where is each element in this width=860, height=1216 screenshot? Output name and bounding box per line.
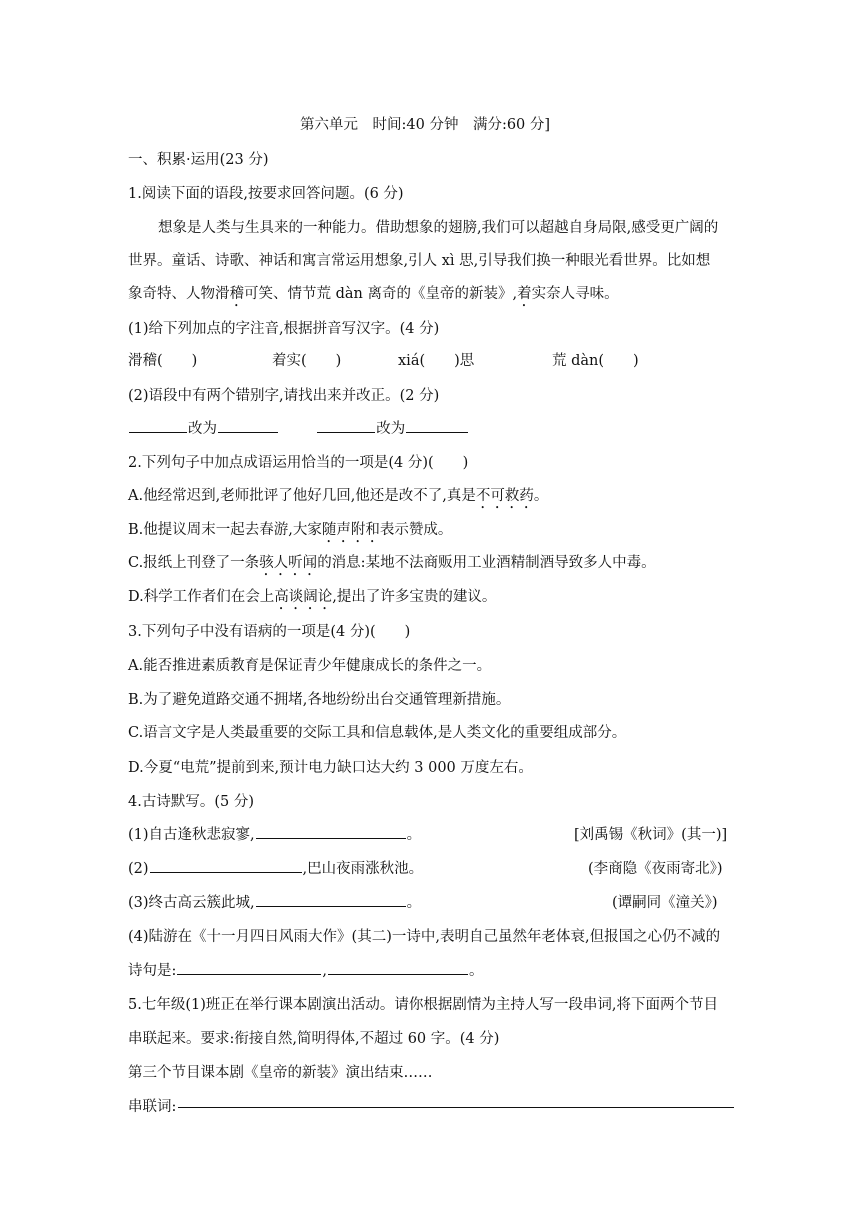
option-d[interactable]: D.今夏“电荒”提前到来,预计电力缺口达大约 3 000 万度左右。	[128, 760, 533, 776]
dotted-char: 着	[517, 286, 532, 302]
poem-item-4-answer[interactable]: 诗句是: , 。	[128, 959, 484, 980]
poem-item-3[interactable]: (3)终古高云簇此城, 。	[128, 891, 421, 912]
question-1-stem: 1.阅读下面的语段,按要求回答问题。(6 分)	[128, 186, 404, 202]
poem-item-2[interactable]: (2) ,巴山夜雨涨秋池。	[128, 857, 423, 878]
option-b[interactable]: B.为了避免道路交通不拥堵,各地纷纷出台交通管理新措施。	[128, 692, 511, 708]
poem-source: (谭嗣同《潼关》)	[612, 895, 718, 911]
answer-blank[interactable]	[218, 418, 278, 433]
answer-blank[interactable]	[150, 858, 302, 873]
question-1-sub-2: (2)语段中有两个错别字,请找出来并改正。(2 分)	[128, 388, 440, 404]
section-title: 一、积累·运用(23 分)	[128, 152, 269, 168]
option-a[interactable]: A.能否推进素质教育是保证青少年健康成长的条件之一。	[128, 658, 492, 674]
option-c[interactable]: C.语言文字是人类最重要的交际工具和信息载体,是人类文化的重要组成部分。	[128, 725, 627, 741]
question-5-stem: 5.七年级(1)班正在举行课本剧演出活动。请你根据剧情为主持人写一段串词,将下面两个节目	[128, 997, 718, 1013]
option-c[interactable]: C.报纸上刊登了一条骇人听闻的消息:某地不法商贩用工业酒精制酒导致多人中毒。	[128, 555, 656, 571]
answer-blank-item[interactable]: 荒 dàn( )	[552, 353, 639, 369]
answer-blank[interactable]	[328, 960, 468, 975]
correction-row[interactable]: 改为 改为	[128, 417, 469, 438]
passage-line-2: 世界。童话、诗歌、神话和寓言常运用想象,引人 xì 思,引导我们换一种眼光看世界。比如想	[128, 253, 711, 269]
poem-source: (李商隐《夜雨寄北》)	[588, 861, 723, 877]
option-d[interactable]: D.科学工作者们在会上高谈阔论,提出了许多宝贵的建议。	[128, 589, 497, 605]
answer-blank[interactable]	[317, 418, 375, 433]
option-b[interactable]: B.他提议周末一起去春游,大家随声附和表示赞成。	[128, 522, 453, 538]
poem-item-4: (4)陆游在《十一月四日风雨大作》(其二)一诗中,表明自己虽然年老体衰,但报国之心仍不减的	[128, 929, 721, 945]
poem-item-1[interactable]: (1)自古逢秋悲寂寥, 。	[128, 823, 421, 844]
question-5-requirement: 串联起来。要求:衔接自然,简明得体,不超过 60 字。(4 分)	[128, 1031, 500, 1047]
question-5-context: 第三个节目课本剧《皇帝的新装》演出结束……	[128, 1065, 433, 1081]
answer-blank[interactable]	[256, 892, 406, 907]
answer-blank[interactable]	[177, 960, 321, 975]
page-header: 第六单元 时间:40 分钟 满分:60 分]	[300, 117, 551, 133]
answer-blank-item[interactable]: 着实( )	[272, 353, 342, 369]
answer-blank[interactable]	[406, 418, 468, 433]
poem-source: [刘禹锡《秋词》(其一)]	[574, 827, 728, 843]
question-1-sub-1: (1)给下列加点的字注音,根据拼音写汉字。(4 分)	[128, 321, 440, 337]
passage-line-3: 象奇特、人物滑稽可笑、情节荒 dàn 离奇的《皇帝的新装》,着实奈人寻味。	[128, 286, 619, 302]
question-2-stem: 2.下列句子中加点成语运用恰当的一项是(4 分)( )	[128, 455, 469, 471]
passage-line-1: 想象是人类与生具来的一种能力。借助想象的翅膀,我们可以超越自身局限,感受更广阔的	[158, 220, 719, 236]
answer-blank[interactable]	[256, 824, 406, 839]
bridge-label: 串联词:	[128, 1099, 177, 1115]
answer-blank[interactable]	[178, 1107, 734, 1108]
answer-blank-item[interactable]: xiá( )思	[398, 353, 475, 369]
question-3-stem: 3.下列句子中没有语病的一项是(4 分)( )	[128, 624, 411, 640]
answer-blank-item[interactable]: 滑稽( )	[128, 353, 198, 369]
option-a[interactable]: A.他经常迟到,老师批评了他好几回,他还是改不了,真是不可救药。	[128, 488, 549, 504]
answer-blank[interactable]	[129, 418, 187, 433]
dotted-char: 稽	[229, 286, 244, 302]
question-4-stem: 4.古诗默写。(5 分)	[128, 794, 254, 810]
